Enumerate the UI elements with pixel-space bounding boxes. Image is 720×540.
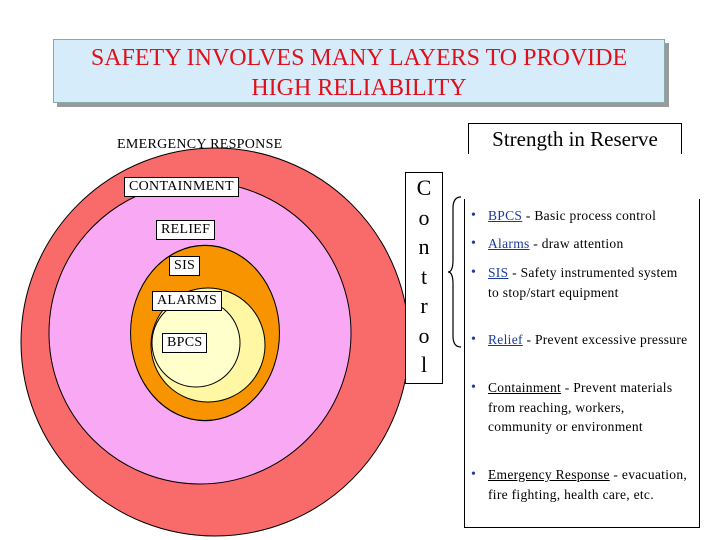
control-letter: r [420,293,428,318]
bullet-term: SIS [488,265,509,280]
bullet-relief [465,330,688,350]
bullet-sis [465,263,688,302]
label-containment: CONTAINMENT [124,177,239,197]
bullet-term: Relief [488,332,523,347]
bullet-alarms [465,234,718,254]
label-bpcs: BPCS [162,333,207,353]
label-alarms: ALARMS [152,291,222,311]
label-emergency-response: EMERGENCY RESPONSE [117,137,283,152]
bullet-bpcs [465,206,718,226]
bullet-term: Alarms [488,236,530,251]
control-letter: n [418,234,430,259]
title-line-2: HIGH RELIABILITY [251,75,467,101]
control-letter: C [416,175,432,200]
title-line-1: SAFETY INVOLVES MANY LAYERS TO PROVIDE [90,45,628,71]
label-sis: SIS [169,256,200,276]
control-letter: l [420,352,428,377]
bullet-text: - Basic process control [522,208,657,223]
bullet-text: - Safety instrumented system to stop/start equipment [488,265,678,300]
control-box [405,172,443,384]
bullet-term: BPCS [488,208,523,223]
bullet-text: - Prevent excessive pressure [522,332,688,347]
label-relief: RELIEF [156,220,215,240]
control-letter: o [418,204,430,230]
control-letter: t [420,263,428,289]
bullet-text: - draw attention [529,236,624,251]
bullet-text: - evacuation, fire fighting, health care, etc. [488,467,688,502]
bullet-containment [465,378,688,437]
brace-icon [447,196,463,348]
bullet-text: - Prevent materials from reaching, workers, community or environment [488,380,673,434]
bullet-panel [464,199,700,528]
bullet-term: Emergency Response [488,467,610,482]
control-letter: o [418,322,430,348]
bullet-emergency-response [465,465,688,504]
strength-in-reserve-label: Strength in Reserve [468,123,682,154]
bullet-term: Containment [488,380,562,395]
